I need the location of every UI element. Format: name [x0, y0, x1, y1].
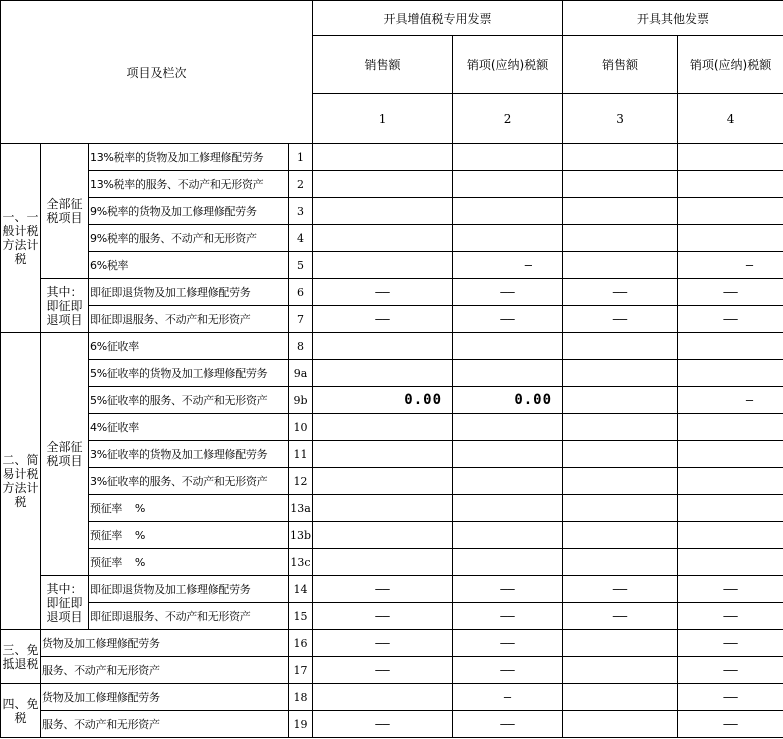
table-row [1, 549, 783, 576]
table-row [1, 252, 783, 279]
cell-sales-other[interactable] [563, 441, 678, 468]
table-row [1, 684, 783, 711]
cell-sales-other[interactable] [563, 252, 678, 279]
cell-sales-other[interactable] [563, 387, 678, 414]
cell-tax-other[interactable]: —— [678, 630, 783, 657]
cell-tax-other[interactable] [678, 225, 783, 252]
row-number: 9a [289, 360, 313, 387]
cell-sales-other[interactable] [563, 468, 678, 495]
col-sales-other: 销售额 [563, 36, 678, 94]
row-number: 15 [289, 603, 313, 630]
row-label: 13%税率的货物及加工修理修配劳务 [89, 144, 289, 171]
table-row [1, 171, 783, 198]
cell-tax-special[interactable] [453, 414, 563, 441]
row-number: 3 [289, 198, 313, 225]
cell-sales-other[interactable] [563, 684, 678, 711]
cell-sales-other[interactable] [563, 549, 678, 576]
cell-tax-special[interactable]: —— [453, 279, 563, 306]
col-tax-other: 销项(应纳)税额 [678, 36, 783, 94]
section-simple-method: 二、简易计税方法计税 [1, 333, 41, 630]
cell-sales-other[interactable] [563, 630, 678, 657]
table-row [1, 630, 783, 657]
cell-sales-special[interactable]: —— [313, 279, 453, 306]
cell-tax-special[interactable] [453, 360, 563, 387]
table-row [1, 333, 783, 360]
section-tax-exempt: 四、免税 [1, 684, 41, 738]
cell-sales-special[interactable]: —— [313, 306, 453, 333]
row-number: 11 [289, 441, 313, 468]
special-invoice-header: 开具增值税专用发票 [313, 1, 563, 36]
row-label: 即征即退货物及加工修理修配劳务 [89, 576, 289, 603]
cell-sales-other[interactable]: —— [563, 279, 678, 306]
row-label: 货物及加工修理修配劳务 [41, 684, 289, 711]
cell-sales-other[interactable] [563, 225, 678, 252]
cell-sales-special[interactable] [313, 468, 453, 495]
subsection-all-taxable: 全部征税项目 [41, 333, 89, 576]
row-number: 13c [289, 549, 313, 576]
cell-sales-other[interactable] [563, 495, 678, 522]
row-number: 18 [289, 684, 313, 711]
row-number: 16 [289, 630, 313, 657]
cell-sales-special[interactable] [313, 522, 453, 549]
item-column-header: 项目及栏次 [1, 1, 313, 144]
cell-tax-special[interactable] [453, 522, 563, 549]
cell-sales-special[interactable]: —— [313, 657, 453, 684]
cell-tax-special[interactable] [453, 495, 563, 522]
cell-sales-other[interactable]: —— [563, 306, 678, 333]
cell-tax-special[interactable] [453, 333, 563, 360]
cell-sales-other[interactable] [563, 360, 678, 387]
cell-tax-other[interactable] [678, 468, 783, 495]
row-number: 12 [289, 468, 313, 495]
row-label: 4%征收率 [89, 414, 289, 441]
cell-tax-other[interactable]: —— [678, 603, 783, 630]
cell-sales-other[interactable]: —— [563, 576, 678, 603]
row-label: 13%税率的服务、不动产和无形资产 [89, 171, 289, 198]
row-label: 即征即退货物及加工修理修配劳务 [89, 279, 289, 306]
cell-sales-special[interactable] [313, 360, 453, 387]
cell-tax-other[interactable] [678, 414, 783, 441]
row-number: 8 [289, 333, 313, 360]
cell-tax-special[interactable]: – [453, 684, 563, 711]
subsection-immediate-refund: 其中：即征即退项目 [41, 279, 89, 333]
row-label: 5%征收率的服务、不动产和无形资产 [89, 387, 289, 414]
cell-tax-other[interactable]: —— [678, 657, 783, 684]
cell-sales-other[interactable] [563, 522, 678, 549]
row-label: 货物及加工修理修配劳务 [41, 630, 289, 657]
table-row [1, 522, 783, 549]
cell-tax-special[interactable] [453, 549, 563, 576]
table-row [1, 306, 783, 333]
cell-tax-other[interactable]: —— [678, 684, 783, 711]
cell-sales-special[interactable] [313, 198, 453, 225]
table-row [1, 711, 783, 738]
cell-tax-other[interactable]: – [678, 252, 783, 279]
table-row [1, 657, 783, 684]
row-label: 即征即退服务、不动产和无形资产 [89, 306, 289, 333]
col-tax-special: 销项(应纳)税额 [453, 36, 563, 94]
cell-sales-special[interactable] [313, 144, 453, 171]
row-label: 6%税率 [89, 252, 289, 279]
row-label: 3%征收率的服务、不动产和无形资产 [89, 468, 289, 495]
cell-tax-other[interactable]: —— [678, 306, 783, 333]
cell-tax-other[interactable]: —— [678, 576, 783, 603]
subsection-immediate-refund: 其中：即征即退项目 [41, 576, 89, 630]
cell-sales-special[interactable]: —— [313, 603, 453, 630]
cell-sales-special[interactable] [313, 441, 453, 468]
cell-sales-special[interactable]: 0.00 [313, 387, 453, 414]
row-label: 预征率 % [89, 549, 289, 576]
cell-tax-other[interactable] [678, 522, 783, 549]
cell-sales-special[interactable] [313, 414, 453, 441]
cell-sales-other[interactable] [563, 144, 678, 171]
cell-sales-special[interactable] [313, 684, 453, 711]
cell-sales-other[interactable] [563, 171, 678, 198]
table-row [1, 360, 783, 387]
cell-tax-special[interactable]: —— [453, 630, 563, 657]
col-number-3: 3 [563, 94, 678, 144]
cell-sales-other[interactable] [563, 711, 678, 738]
cell-tax-other[interactable] [678, 549, 783, 576]
cell-tax-special[interactable] [453, 198, 563, 225]
table-row [1, 576, 783, 603]
cell-tax-special[interactable]: —— [453, 576, 563, 603]
row-label: 预征率 % [89, 495, 289, 522]
row-number: 10 [289, 414, 313, 441]
table-row [1, 225, 783, 252]
table-row [1, 387, 783, 414]
row-label: 预征率 % [89, 522, 289, 549]
row-label: 6%征收率 [89, 333, 289, 360]
row-number: 13a [289, 495, 313, 522]
cell-tax-special[interactable] [453, 144, 563, 171]
cell-sales-special[interactable]: —— [313, 630, 453, 657]
table-row [1, 468, 783, 495]
cell-tax-special[interactable] [453, 225, 563, 252]
row-label: 9%税率的服务、不动产和无形资产 [89, 225, 289, 252]
cell-tax-other[interactable] [678, 495, 783, 522]
row-label: 3%征收率的货物及加工修理修配劳务 [89, 441, 289, 468]
cell-tax-other[interactable] [678, 198, 783, 225]
row-number: 6 [289, 279, 313, 306]
row-number: 14 [289, 576, 313, 603]
cell-sales-other[interactable] [563, 414, 678, 441]
cell-sales-special[interactable] [313, 549, 453, 576]
row-number: 5 [289, 252, 313, 279]
cell-tax-other[interactable] [678, 333, 783, 360]
cell-sales-special[interactable]: —— [313, 711, 453, 738]
section-general-method: 一、一般计税方法计税 [1, 144, 41, 333]
table-row [1, 414, 783, 441]
row-number: 1 [289, 144, 313, 171]
subsection-all-taxable: 全部征税项目 [41, 144, 89, 279]
row-label: 服务、不动产和无形资产 [41, 711, 289, 738]
col-number-1: 1 [313, 94, 453, 144]
cell-sales-special[interactable] [313, 252, 453, 279]
cell-tax-other[interactable] [678, 360, 783, 387]
cell-sales-special[interactable] [313, 333, 453, 360]
table-row [1, 144, 783, 171]
cell-tax-other[interactable] [678, 144, 783, 171]
cell-tax-special[interactable]: —— [453, 657, 563, 684]
cell-tax-special[interactable]: 0.00 [453, 387, 563, 414]
row-number: 17 [289, 657, 313, 684]
row-number: 9b [289, 387, 313, 414]
cell-tax-special[interactable] [453, 468, 563, 495]
cell-tax-other[interactable]: —— [678, 711, 783, 738]
cell-sales-other[interactable] [563, 657, 678, 684]
table-row [1, 603, 783, 630]
other-invoice-header: 开具其他发票 [563, 1, 783, 36]
table-row [1, 441, 783, 468]
col-sales-special: 销售额 [313, 36, 453, 94]
section-exempt-credit-refund: 三、免抵退税 [1, 630, 41, 684]
row-label: 9%税率的货物及加工修理修配劳务 [89, 198, 289, 225]
cell-tax-other[interactable] [678, 171, 783, 198]
cell-tax-special[interactable]: – [453, 252, 563, 279]
cell-tax-special[interactable]: —— [453, 306, 563, 333]
table-row [1, 495, 783, 522]
col-number-4: 4 [678, 94, 783, 144]
table-row [1, 279, 783, 306]
cell-sales-special[interactable] [313, 495, 453, 522]
cell-sales-other[interactable] [563, 333, 678, 360]
row-label: 5%征收率的货物及加工修理修配劳务 [89, 360, 289, 387]
row-number: 2 [289, 171, 313, 198]
cell-tax-special[interactable]: —— [453, 603, 563, 630]
row-label: 即征即退服务、不动产和无形资产 [89, 603, 289, 630]
cell-tax-other[interactable]: —— [678, 279, 783, 306]
cell-sales-special[interactable]: —— [313, 576, 453, 603]
cell-tax-special[interactable]: —— [453, 711, 563, 738]
row-number: 7 [289, 306, 313, 333]
cell-tax-other[interactable] [678, 441, 783, 468]
table-row [1, 198, 783, 225]
cell-tax-special[interactable] [453, 171, 563, 198]
cell-sales-other[interactable] [563, 198, 678, 225]
col-number-2: 2 [453, 94, 563, 144]
cell-tax-other[interactable]: – [678, 387, 783, 414]
row-number: 4 [289, 225, 313, 252]
cell-sales-special[interactable] [313, 171, 453, 198]
cell-sales-special[interactable] [313, 225, 453, 252]
row-number: 19 [289, 711, 313, 738]
cell-sales-other[interactable]: —— [563, 603, 678, 630]
row-number: 13b [289, 522, 313, 549]
row-label: 服务、不动产和无形资产 [41, 657, 289, 684]
cell-tax-special[interactable] [453, 441, 563, 468]
